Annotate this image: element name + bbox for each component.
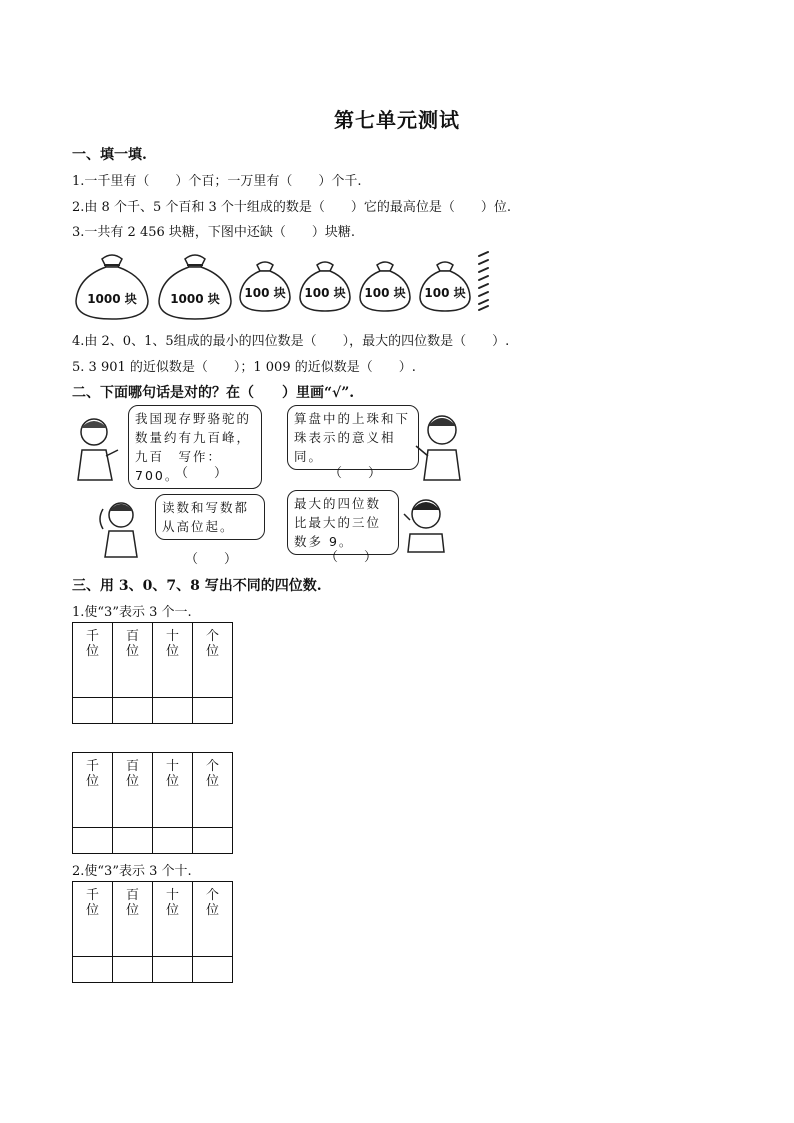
question-2: 2.由 8 个千、5 个百和 3 个十组成的数是（ ）它的最高位是（ ）位. [72,200,512,215]
question-1: 1.一千里有（ ）个百；一万里有（ ）个千. [72,174,362,189]
answer-cell[interactable] [113,828,153,854]
header-hundreds: 百位 [113,753,153,828]
answer-paren[interactable]: （ ） [329,466,382,481]
subquestion-1: 1.使“3”表示 3 个一. [72,605,192,620]
answer-paren[interactable]: （ ） [175,466,228,481]
header-ones: 个位 [193,623,233,698]
bag-label: 1000 块 [87,292,137,306]
answer-cell[interactable] [193,698,233,724]
header-tens: 十位 [153,882,193,957]
answer-paren[interactable]: （ ） [325,550,378,565]
bag-label: 100 块 [304,286,346,300]
answer-cell[interactable] [153,698,193,724]
answer-cell[interactable] [153,957,193,983]
statement-bubble: 最大的四位数比最大的三位数多 9。 [287,490,399,555]
question-5: 5. 3 901 的近似数是（ ）；1 009 的近似数是（ ）. [72,360,416,375]
section1-heading: 一、填一填. [72,147,147,163]
header-thousands: 千位 [73,623,113,698]
bag-label: 1000 块 [170,292,220,306]
boy-figure-icon [398,494,456,554]
boy-figure-icon [414,408,474,484]
bag-label: 100 块 [244,286,286,300]
statement-bubble: 读数和写数都从高位起。 [155,494,265,540]
question-3: 3.一共有 2 456 块糖，下图中还缺（ ）块糖. [72,225,356,240]
big-bag-icon [155,249,235,321]
answer-cell[interactable] [193,957,233,983]
answer-cell[interactable] [113,957,153,983]
answer-cell[interactable] [73,698,113,724]
big-bag-icon [72,249,152,321]
bag-label: 100 块 [424,286,466,300]
girl-figure-icon [72,410,122,488]
header-tens: 十位 [153,753,193,828]
answer-cell[interactable] [73,828,113,854]
answer-cell[interactable] [193,828,233,854]
section2-heading: 二、下面哪句话是对的？在（ ）里画“√”. [72,385,355,401]
answer-cell[interactable] [113,698,153,724]
statement-bubble: 我国现存野骆驼的数量约有九百峰，九百 写作：700。 [128,405,262,489]
subquestion-2: 2.使“3”表示 3 个十. [72,864,192,879]
place-value-table [72,622,233,724]
answer-cell[interactable] [73,957,113,983]
header-thousands: 千位 [73,882,113,957]
girl-figure-icon [95,495,149,561]
answer-paren[interactable]: （ ） [185,552,238,567]
header-hundreds: 百位 [113,882,153,957]
place-value-table [72,881,233,983]
section3-heading: 三、用 3、0、7、8 写出不同的四位数. [72,578,322,594]
header-hundreds: 百位 [113,623,153,698]
question-4: 4.由 2、0、1、5组成的最小的四位数是（ ），最大的四位数是（ ）. [72,334,510,349]
candy-pieces-icon [476,250,492,312]
statement-bubble: 算盘中的上珠和下珠表示的意义相同。 [287,405,419,470]
header-ones: 个位 [193,753,233,828]
answer-cell[interactable] [153,828,193,854]
header-thousands: 千位 [73,753,113,828]
header-ones: 个位 [193,882,233,957]
header-tens: 十位 [153,623,193,698]
bag-label: 100 块 [364,286,406,300]
page-title: 第七单元测试 [334,108,460,132]
place-value-table [72,752,233,854]
